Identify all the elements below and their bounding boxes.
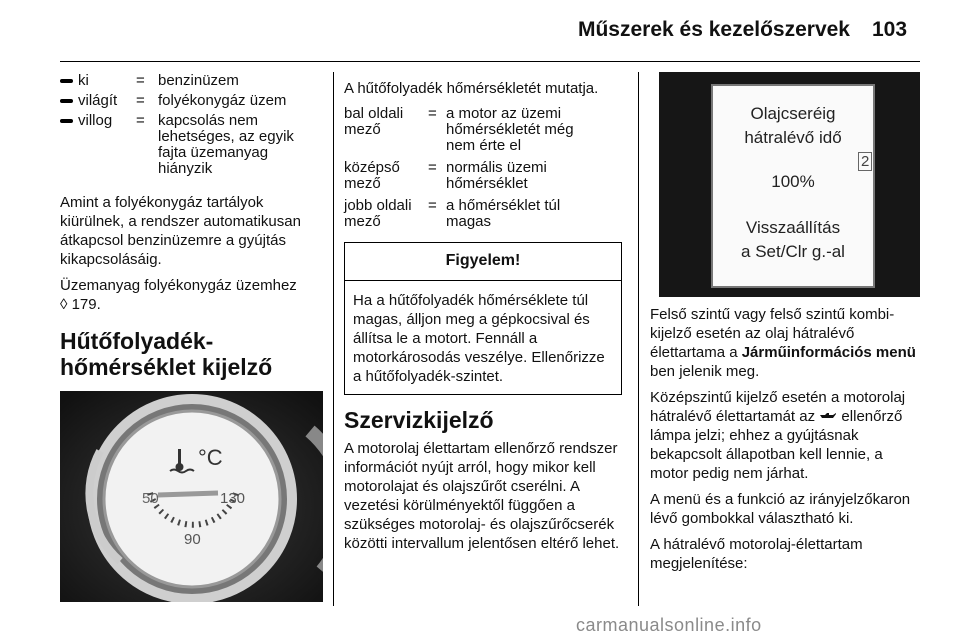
lpg-reference-text: Üzemanyag folyékonygáz üzemhez bbox=[60, 277, 297, 294]
lamp-icon bbox=[60, 99, 73, 103]
display-line-1: Olajcseréig bbox=[750, 104, 836, 123]
def-sep: = bbox=[428, 159, 437, 176]
service-menu-paragraph bbox=[650, 305, 922, 381]
gauge-tick-mid: 90 bbox=[184, 531, 201, 548]
service-paragraph: A motorolaj élettartam ellenőrző rendszer információt nyújt arról, hogy mikor kell motorolajat és olajszűrőt cserélni. A vezetési körülményektől függően a szükséges motorolaj- és olajszűrőcserék közötti intervallum jelentősen eltérő lehet. bbox=[344, 440, 620, 552]
warning-body: Ha a hűtőfolyadék hőmérséklete túl magas, álljon meg a gépkocsival és állítsa le a motort. Fennáll a motorkárosodás veszélye. Ellenőrizze a hűtőfolyadék-szintet. bbox=[353, 292, 605, 385]
def-row bbox=[344, 106, 596, 160]
service-display-photo bbox=[659, 72, 920, 297]
def-desc: a hőmérséklet túl magas bbox=[446, 197, 561, 230]
gauge-tick-max: 130 bbox=[220, 490, 246, 507]
def-term: bal oldali mező bbox=[344, 105, 404, 138]
column-1 bbox=[60, 73, 325, 386]
gauge-unit: °C bbox=[198, 445, 223, 470]
column-divider-2 bbox=[638, 72, 639, 606]
paragraph-text: Középszintű kijelző esetén a motorolaj hátralévő élettartamát az bbox=[650, 389, 906, 425]
def-sep: = bbox=[136, 92, 145, 109]
def-desc: normális üzemi hőmérséklet bbox=[446, 159, 547, 192]
reference-page-link[interactable]: 179. bbox=[71, 296, 101, 313]
column-divider-1 bbox=[333, 72, 334, 606]
column-2 bbox=[344, 79, 622, 560]
warning-box bbox=[344, 242, 622, 395]
def-row bbox=[60, 73, 308, 93]
display-line-2: hátralévő idő bbox=[744, 128, 842, 147]
reference-arrow-icon: ◊ bbox=[60, 296, 68, 313]
def-desc: kapcsolás nem lehetséges, az egyik fajta üzemanyag hiányzik bbox=[158, 112, 294, 177]
paragraph-text: ellenőrző lámpa jelzi; ehhez a gyújtásnak bekapcsolt állapotban kell lennie, a motor pedig nem járhat. bbox=[650, 408, 903, 482]
def-term: világít bbox=[78, 92, 118, 109]
display-line-3: Visszaállítás bbox=[745, 218, 841, 237]
remaining-life-paragraph: A hátralévő motorolaj-élettartam megjelenítése: bbox=[650, 536, 863, 572]
vehicle-info-menu-term: Járműinformációs menü bbox=[741, 344, 916, 361]
lpg-switch-paragraph: Amint a folyékonygáz tartályok kiürülnek, a rendszer automatikusan átkapcsol benzinüzemre a gyújtás kikapcsolásáig. bbox=[60, 194, 301, 268]
service-display-screen bbox=[711, 84, 875, 288]
header-rule bbox=[60, 61, 920, 62]
def-term: ki bbox=[78, 72, 89, 89]
service-section-title: Szervizkijelző bbox=[344, 407, 494, 433]
def-row bbox=[60, 113, 308, 177]
def-term: jobb oldali mező bbox=[344, 197, 412, 230]
def-row bbox=[344, 160, 596, 198]
display-percent: 100% bbox=[771, 172, 815, 191]
watermark: carmanualsonline.info bbox=[576, 615, 762, 635]
coolant-intro: A hűtőfolyadék hőmérsékletét mutatja. bbox=[344, 80, 599, 97]
def-term: villog bbox=[78, 112, 113, 129]
warning-title: Figyelem! bbox=[345, 243, 621, 281]
gauge-tick-min: 50 bbox=[142, 490, 159, 507]
def-term: középső mező bbox=[344, 159, 400, 192]
def-row bbox=[60, 93, 308, 113]
coolant-gauge-photo bbox=[60, 391, 323, 602]
lpg-reference-paragraph bbox=[60, 276, 325, 314]
display-line-4: a Set/Clr g.-al bbox=[741, 242, 845, 261]
def-sep: = bbox=[136, 112, 145, 129]
lamp-icon bbox=[60, 79, 73, 83]
coolant-section-title: Hűtőfolyadék-hőmérséklet kijelző bbox=[60, 328, 273, 380]
lamp-icon bbox=[60, 119, 73, 123]
def-row bbox=[344, 198, 596, 230]
coolant-field-table bbox=[344, 106, 596, 230]
column-3 bbox=[650, 305, 922, 580]
menu-select-paragraph: A menü és a funkció az irányjelzőkaron lévő gombokkal választható ki. bbox=[650, 491, 911, 527]
def-desc: benzinüzem bbox=[158, 72, 239, 89]
def-sep: = bbox=[428, 197, 437, 214]
oil-can-icon bbox=[819, 408, 837, 425]
def-desc: a motor az üzemi hőmérsékletét még nem érte el bbox=[446, 105, 574, 154]
lpg-status-table bbox=[60, 73, 308, 177]
oil-lamp-paragraph bbox=[650, 388, 922, 483]
paragraph-text: Felső szintű vagy felső szintű kombi-kijelző esetén az olaj hátralévő élettartama a bbox=[650, 306, 895, 361]
header-title: Műszerek és kezelőszervek bbox=[577, 18, 850, 41]
def-desc: folyékonygáz üzem bbox=[158, 92, 287, 109]
display-index-badge: 2 bbox=[858, 152, 872, 171]
page-number: 103 bbox=[872, 18, 908, 41]
def-sep: = bbox=[136, 72, 145, 89]
def-sep: = bbox=[428, 105, 437, 122]
paragraph-text: ben jelenik meg. bbox=[650, 363, 760, 380]
